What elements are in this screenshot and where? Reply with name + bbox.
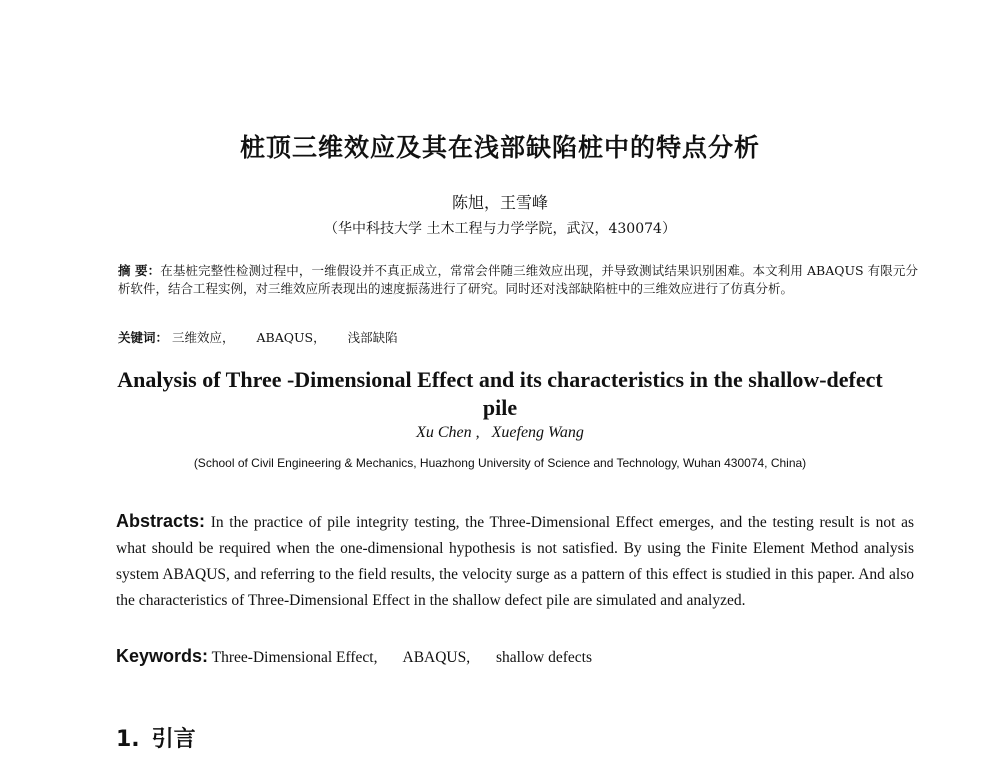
chinese-title: 桩顶三维效应及其在浅部缺陷桩中的特点分析 bbox=[239, 133, 760, 162]
english-author: Xu Chen , bbox=[416, 424, 480, 441]
english-keywords-label: Keywords: bbox=[116, 646, 209, 666]
chinese-keyword: 浅部缺陷 bbox=[347, 330, 398, 345]
chinese-authors: 陈旭，王雪峰 bbox=[451, 193, 548, 212]
english-abstract bbox=[116, 508, 914, 614]
chinese-keywords-label: 关键词： bbox=[118, 330, 169, 345]
chinese-affiliation: （华中科技大学 土木工程与力学学院，武汉，430074） bbox=[324, 221, 676, 237]
section-title: 引言 bbox=[151, 727, 196, 752]
english-authors bbox=[0, 424, 1000, 442]
chinese-abstract-text: 在基桩完整性检测过程中，一维假设并不真正成立，常常会伴随三维效应出现，并导致测试结果识别困难。本文利用 ABAQUS 有限元分析软件，结合工程实例，对三维效应所表现出的速度振荡进行了研究。同时还对浅部缺陷桩中的三维效应进行了仿真分析。 bbox=[118, 263, 918, 296]
english-title: Analysis of Three -Dimensional Effect and its characteristics in the shallow-defect pile bbox=[117, 367, 883, 420]
chinese-abstract bbox=[118, 262, 918, 298]
english-keyword: shallow defects bbox=[496, 649, 592, 666]
english-affiliation: (School of Civil Engineering & Mechanics, Huazhong University of Science and Technology, Wuhan 430074, China) bbox=[193, 456, 807, 470]
chinese-keyword: 三维效应， bbox=[172, 330, 235, 345]
english-abstract-text: In the practice of pile integrity testing, the Three-Dimensional Effect emerges, and the testing result is not as what should be required when the one-dimensional hypothesis is not satisfied. By using the Finite Element Method analysis system ABAQUS, and referring to the field results, the velocity surge as a pattern of this effect is studied in this paper. And also the characteristics of Three-Dimensional Effect in the shallow defect pile are simulated and analyzed. bbox=[116, 514, 914, 609]
section-heading bbox=[116, 722, 196, 753]
english-keyword: ABAQUS, bbox=[402, 649, 471, 666]
chinese-keywords bbox=[118, 328, 918, 346]
english-abstract-label: Abstracts: bbox=[116, 511, 206, 531]
chinese-keyword: ABAQUS， bbox=[256, 330, 326, 345]
english-keyword: Three-Dimensional Effect, bbox=[211, 649, 378, 666]
english-keywords bbox=[116, 646, 914, 667]
section-number: 1. bbox=[116, 727, 140, 752]
chinese-abstract-label: 摘 要： bbox=[118, 263, 161, 278]
english-author: Xuefeng Wang bbox=[491, 424, 584, 441]
